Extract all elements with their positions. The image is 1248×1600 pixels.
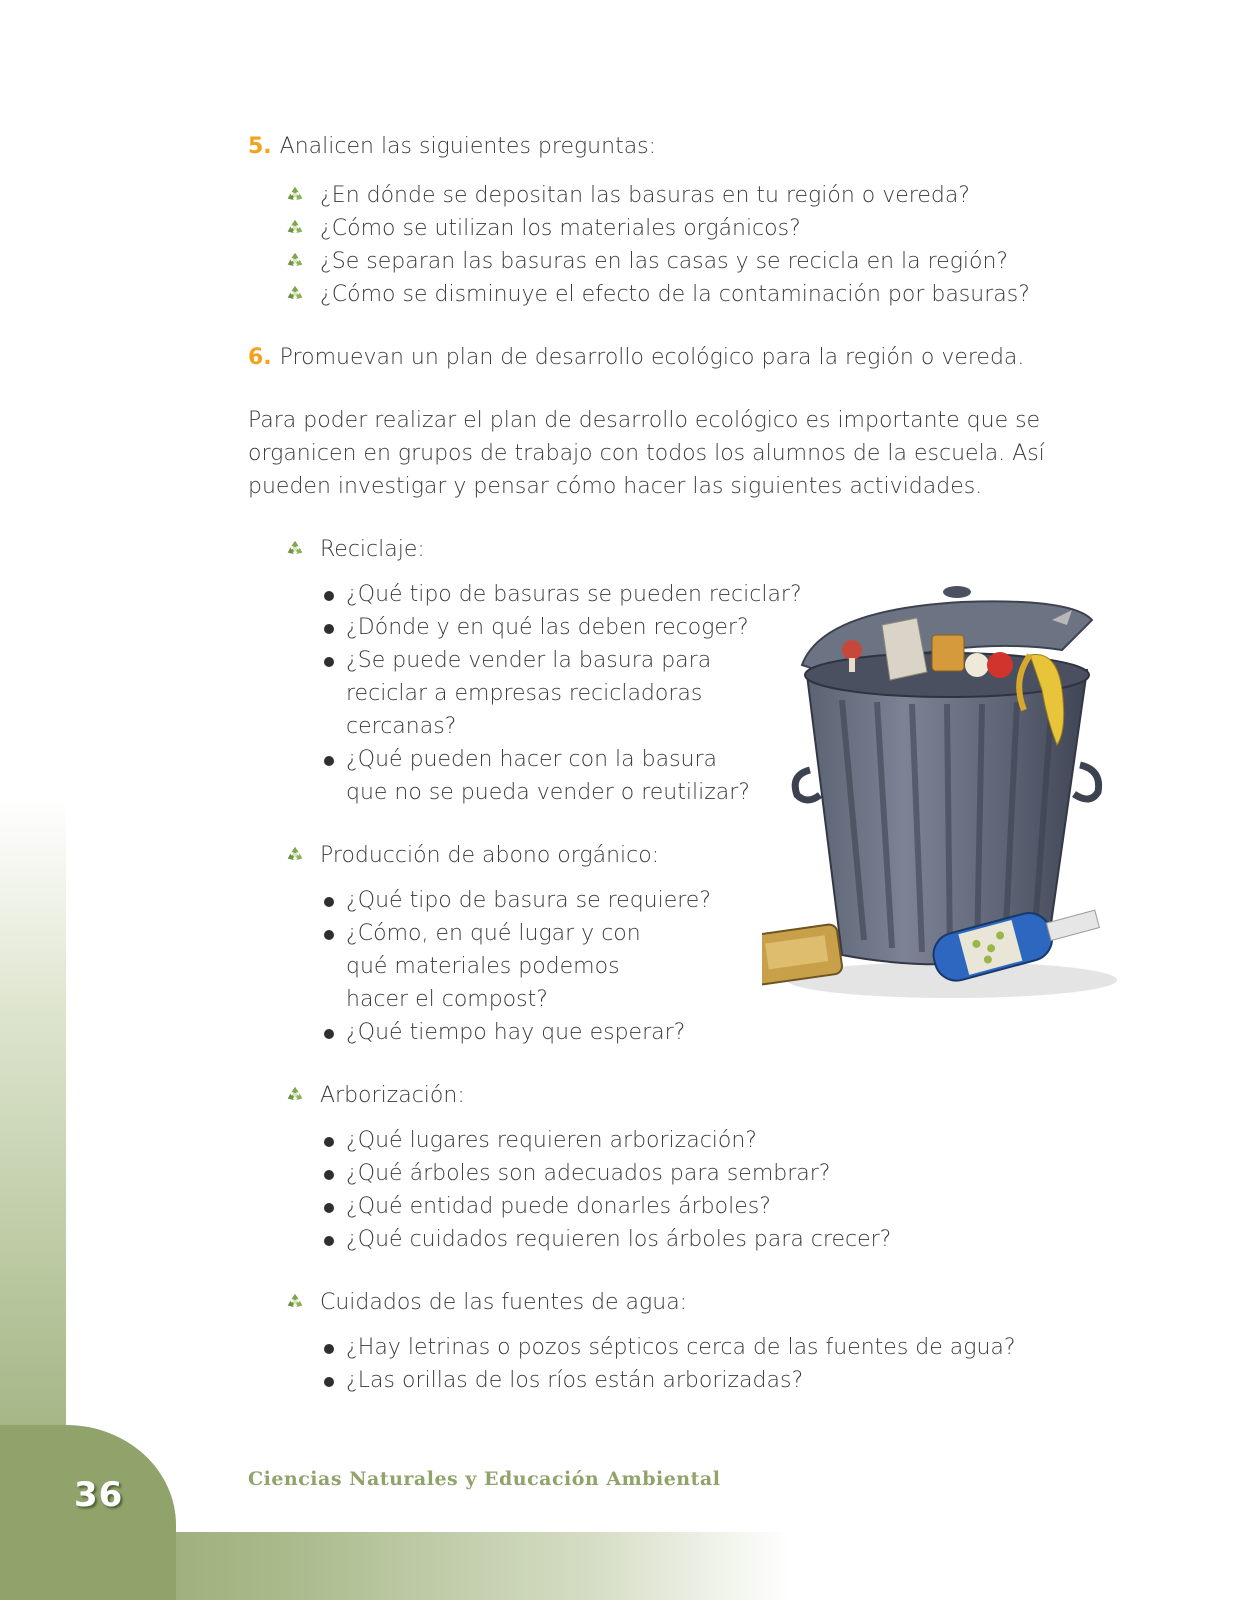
list-item: ¿Dónde y en qué las deben recoger?: [320, 611, 1048, 644]
item-5-text: Analicen las siguientes preguntas:: [279, 134, 657, 159]
recycle-icon: [284, 1291, 306, 1313]
section-arborizacion: [284, 1079, 1048, 1256]
list-item: ¿Qué tipo de basura se requiere?: [320, 884, 1048, 917]
section-heading: Cuidados de las fuentes de agua:: [284, 1286, 1048, 1319]
list-item: ¿Qué cuidados requieren los árboles para crecer?: [320, 1223, 1048, 1256]
list-item: ¿Cómo, en qué lugar y con qué materiales podemos hacer el compost?: [320, 917, 676, 1016]
item-6-number: 6.: [248, 345, 272, 370]
item-6-text: Promuevan un plan de desarrollo ecológico para la región o vereda.: [279, 345, 1025, 370]
section-fuentes-agua-list: [320, 1331, 1048, 1397]
book-title: Ciencias Naturales y Educación Ambiental: [248, 1468, 721, 1490]
section-heading: Arborización:: [284, 1079, 1048, 1112]
list-item: ¿En dónde se depositan las basuras en tu región o vereda?: [284, 179, 1048, 212]
page-number: 36: [74, 1475, 124, 1515]
list-item: ¿Qué pueden hacer con la basura que no se pueda vender o reutilizar?: [320, 743, 756, 809]
recycle-icon: [284, 844, 306, 866]
section-arborizacion-list: [320, 1124, 1048, 1256]
recycle-icon: [284, 538, 306, 560]
item-6: [248, 341, 1048, 374]
list-item: ¿Las orillas de los ríos están arborizadas?: [320, 1364, 1048, 1397]
section-fuentes-agua: [284, 1286, 1048, 1397]
item-5-questions: [284, 179, 1048, 311]
list-item: ¿Se separan las basuras en las casas y se recicla en la región?: [284, 245, 1048, 278]
list-item: ¿Se puede vender la basura para reciclar a empresas recicladoras cercanas?: [320, 644, 776, 743]
list-item: ¿Qué tiempo hay que esperar?: [320, 1016, 1048, 1049]
recycle-icon: [284, 283, 306, 305]
list-item: ¿Qué lugares requieren arborización?: [320, 1124, 1048, 1157]
intro-paragraph: Para poder realizar el plan de desarrollo ecológico es importante que se organicen en grupos de trabajo con todos los alumnos de la escuela. Así pueden investigar y pensar cómo hacer las siguientes actividades.: [248, 408, 1045, 499]
recycle-icon: [284, 184, 306, 206]
list-item: ¿Cómo se disminuye el efecto de la contaminación por basuras?: [284, 278, 1048, 311]
list-item: ¿Qué árboles son adecuados para sembrar?: [320, 1157, 1048, 1190]
list-item: ¿Cómo se utilizan los materiales orgánicos?: [284, 212, 1048, 245]
section-heading: Reciclaje:: [284, 533, 1048, 566]
list-item: ¿Hay letrinas o pozos sépticos cerca de las fuentes de agua?: [320, 1331, 1048, 1364]
item-5-number: 5.: [248, 134, 272, 159]
list-item: ¿Qué tipo de basuras se pueden reciclar?: [320, 578, 1048, 611]
trash-can-illustration: [762, 580, 1122, 1020]
section-heading: Producción de abono orgánico:: [284, 839, 1048, 872]
recycle-icon: [284, 250, 306, 272]
list-item: ¿Qué entidad puede donarles árboles?: [320, 1190, 1048, 1223]
recycle-icon: [284, 217, 306, 239]
item-5: [248, 130, 1048, 163]
recycle-icon: [284, 1084, 306, 1106]
